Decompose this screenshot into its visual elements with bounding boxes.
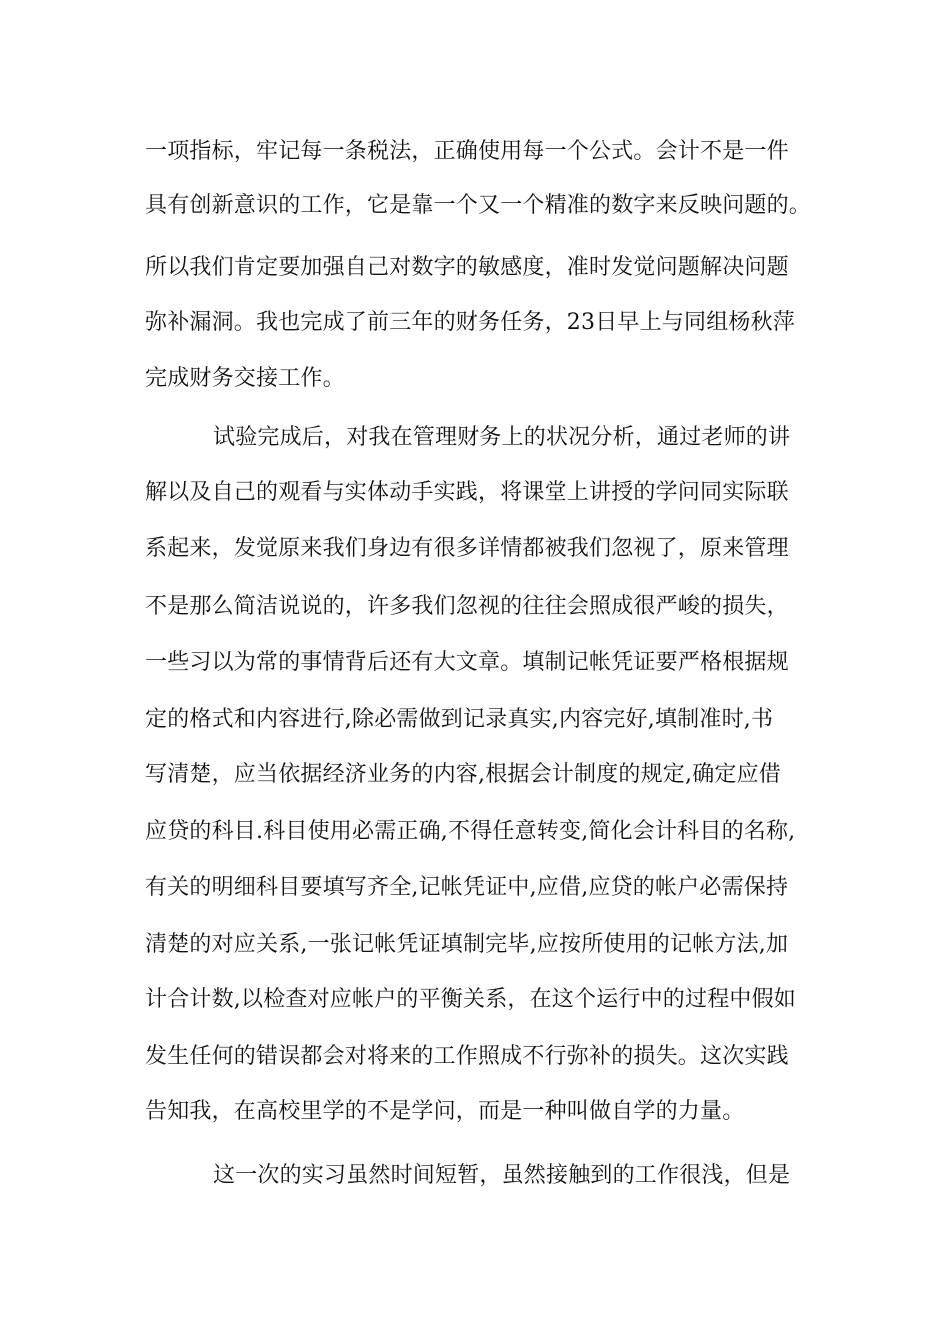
text-line: 一些习以为常的事情背后还有大文章。填制记帐凭证要严格根据规: [145, 650, 789, 675]
text-line: 具有创新意识的工作，它是靠一个又一个精准的数字来反映问题的。: [145, 193, 812, 218]
text-line: 写清楚，应当依据经济业务的内容,根据会计制度的规定,确定应借: [145, 762, 781, 787]
text-line: 定的格式和内容进行,除必需做到记录真实,内容完好,填制准时,书: [145, 707, 774, 732]
text-line: 有关的明细科目要填写齐全,记帐凭证中,应借,应贷的帐户必需保持: [145, 875, 789, 900]
text-line: 解以及自己的观看与实体动手实践，将课堂上讲授的学问同实际联: [145, 480, 789, 505]
text-line: 完成财务交接工作。: [145, 366, 345, 391]
text-line: 计合计数,以检查对应帐户的平衡关系，在这个运行中的过程中假如: [145, 987, 796, 1012]
text-line: 告知我，在高校里学的不是学问，而是一种叫做自学的力量。: [145, 1099, 745, 1124]
text-line: 发生任何的错误都会对将来的工作照成不行弥补的损失。这次实践: [145, 1044, 789, 1069]
text-line: 不是那么简洁说说的，许多我们忽视的往往会照成很严峻的损失，: [145, 594, 789, 619]
text-line: 一项指标，牢记每一条税法，正确使用每一个公式。会计不是一件: [145, 139, 789, 164]
paragraph-start-line: 这一次的实习虽然时间短暂，虽然接触到的工作很浅，但是: [213, 1163, 791, 1188]
text-line: 弥补漏洞。我也完成了前三年的财务任务，23日早上与同组杨秋萍: [145, 310, 795, 335]
text-line: 应贷的科目.科目使用必需正确,不得任意转变,简化会计科目的名称,: [145, 819, 796, 844]
text-line: 系起来，发觉原来我们身边有很多详情都被我们忽视了，原来管理: [145, 536, 789, 561]
text-line: 所以我们肯定要加强自己对数字的敏感度，准时发觉问题解决问题: [145, 255, 789, 280]
paragraph-start-line: 试验完成后，对我在管理财务上的状况分析，通过老师的讲: [213, 425, 791, 450]
text-line: 清楚的对应关系,一张记帐凭证填制完毕,应按所使用的记帐方法,加: [145, 932, 789, 957]
